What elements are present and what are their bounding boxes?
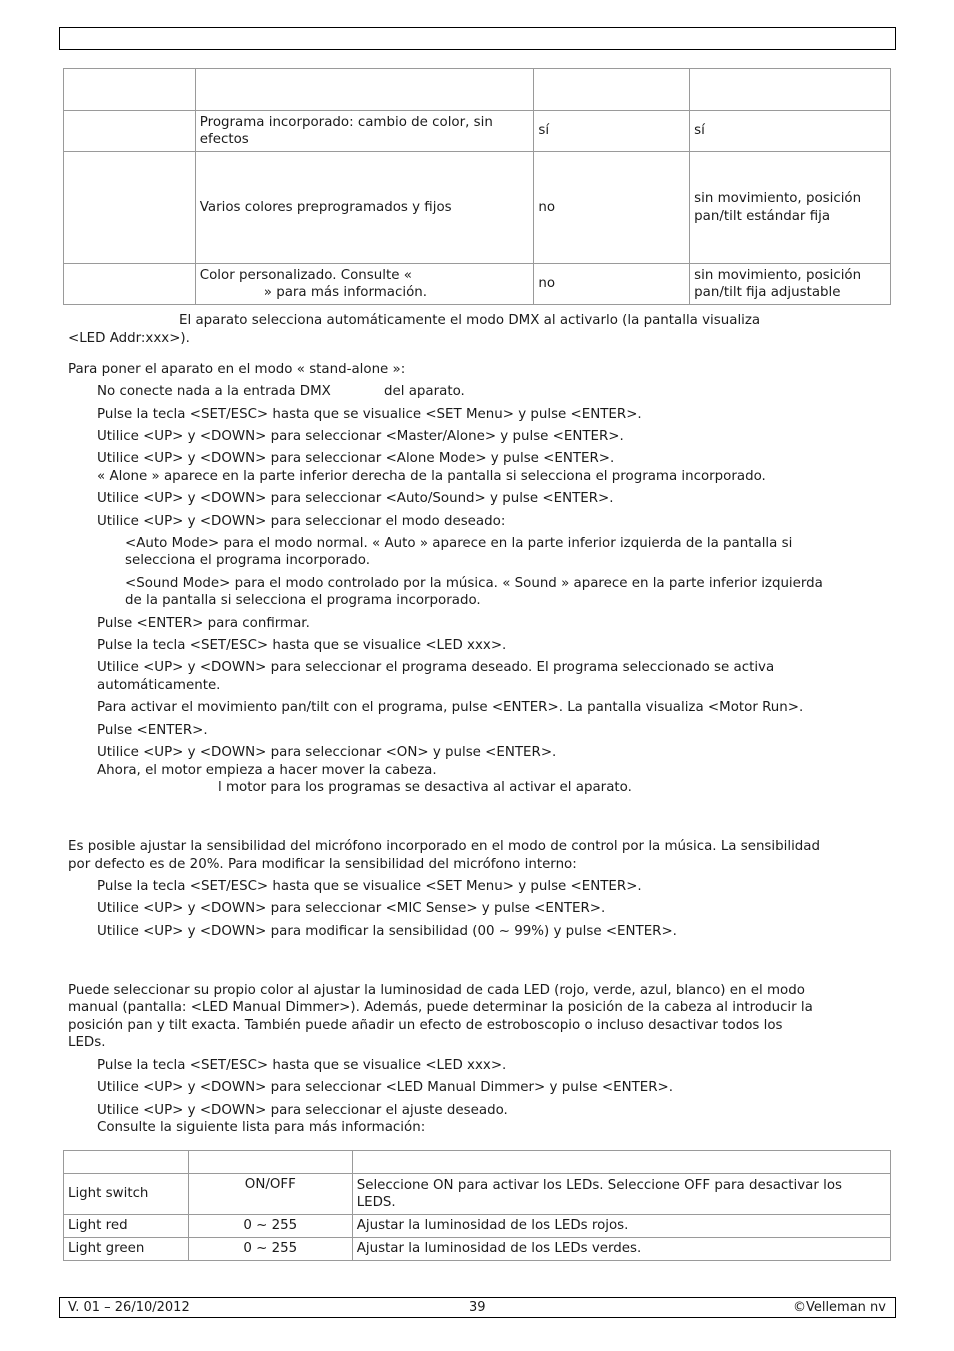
step-text: Consulte la siguiente lista para más información: [97,1120,426,1135]
table-cell [352,1151,890,1174]
mode-table [63,68,891,305]
step-text: automáticamente. [97,678,221,693]
page-header-box [59,27,896,50]
cell-line: sin movimiento, posición [694,267,862,283]
page-number: 39 [469,1300,486,1315]
color-paragraph: posición pan y tilt exacta. También puede añadir un efecto de estroboscopio o incluso desactivar todos los [68,1018,783,1033]
table-row [64,264,891,305]
step-text: Pulse <ENTER> para confirmar. [97,616,310,631]
table-row [64,1238,891,1261]
step-text: Utilice <UP> y <DOWN> para seleccionar <Auto/Sound> y pulse <ENTER>. [97,491,614,506]
table-cell: Ajustar la luminosidad de los LEDs rojos. [352,1215,890,1238]
cell-line: efectos [199,132,249,147]
dmx-note-cont: <LED Addr:xxx>). [68,331,190,346]
table-cell: sí [534,111,690,152]
substep-text: <Sound Mode> para el modo controlado por la música. « Sound » aparece en la parte inferior izquierda [125,576,823,591]
step-text: Utilice <UP> y <DOWN> para seleccionar <Alone Mode> y pulse <ENTER>. [97,451,615,466]
page-footer [59,1297,896,1318]
table-cell [64,111,196,152]
step-text: Pulse la tecla <SET/ESC> hasta que se visualice <LED xxx>. [97,1058,507,1073]
cell-line: Seleccione ON para activar los LEDs. Seleccione OFF para desactivar los [356,1177,843,1193]
table-cell: Light red [64,1215,189,1238]
cell-line: sin movimiento, posición [694,191,862,206]
table-row [64,1215,891,1238]
cell-line: » para más información. [263,285,428,300]
table-row [64,111,891,152]
table-cell: no [534,264,690,305]
color-paragraph: LEDs. [68,1035,106,1050]
step-text: Pulse la tecla <SET/ESC> hasta que se visualice <SET Menu> y pulse <ENTER>. [97,407,642,422]
cell-line: pan/tilt estándar fija [694,208,831,224]
table-cell [195,69,534,111]
table-cell: 0 ~ 255 [188,1238,352,1261]
step-text: Utilice <UP> y <DOWN> para seleccionar el ajuste deseado. [97,1103,508,1118]
footer-copyright: ©Velleman nv [792,1300,886,1315]
table-row [64,69,891,111]
substep-text: <Auto Mode> para el modo normal. « Auto » aparece en la parte inferior izquierda de la pantalla si [125,536,793,551]
table-cell: Varios colores preprogramados y fijos [195,152,534,264]
cell-line: Color personalizado. Consulte « [199,267,412,283]
substep-text: de la pantalla si selecciona el programa incorporado. [125,593,481,608]
table-cell: sí [690,111,891,152]
table-cell: Ajustar la luminosidad de los LEDs verdes. [352,1238,890,1261]
table-cell [352,1174,890,1215]
step-text: Utilice <UP> y <DOWN> para seleccionar el modo deseado: [97,514,506,529]
cell-line: pan/tilt fija adjustable [694,285,841,300]
table-row [64,152,891,264]
step-text: Utilice <UP> y <DOWN> para seleccionar <MIC Sense> y pulse <ENTER>. [97,901,606,916]
standalone-intro: Para poner el aparato en el modo « stand-alone »: [68,362,406,377]
table-cell [534,69,690,111]
step-note: l motor para los programas se desactiva al activar el aparato. [218,780,632,795]
step-text: Utilice <UP> y <DOWN> para seleccionar el programa deseado. El programa seleccionado se activa [97,660,775,675]
step-text: Pulse <ENTER>. [97,723,208,738]
mic-paragraph: Es posible ajustar la sensibilidad del micrófono incorporado en el modo de control por la música. La sensibilidad [68,839,821,854]
table-cell [690,152,891,264]
table-cell [188,1151,352,1174]
table-cell [195,264,534,305]
step-text: Para activar el movimiento pan/tilt con el programa, pulse <ENTER>. La pantalla visualiza <Motor Run>. [97,700,804,715]
table-cell: Light green [64,1238,189,1261]
table-cell [195,111,534,152]
cell-line: LEDS. [356,1195,396,1210]
step-text: Utilice <UP> y <DOWN> para seleccionar <ON> y pulse <ENTER>. [97,745,557,760]
step-text: « Alone » aparece en la parte inferior derecha de la pantalla si selecciona el programa incorporado. [97,469,766,484]
table-cell [64,264,196,305]
table-cell [64,1151,189,1174]
table-cell: 0 ~ 255 [188,1215,352,1238]
dmx-note: El aparato selecciona automáticamente el modo DMX al activarlo (la pantalla visualiza [179,313,761,328]
table-row [64,1151,891,1174]
table-row [64,1174,891,1215]
substep-text: selecciona el programa incorporado. [125,553,370,568]
cell-line: Programa incorporado: cambio de color, sin [199,114,493,130]
settings-table [63,1150,891,1261]
step-text: Utilice <UP> y <DOWN> para seleccionar <LED Manual Dimmer> y pulse <ENTER>. [97,1080,674,1095]
step-text: del aparato. [384,384,465,399]
step-text: No conecte nada a la entrada DMX [97,384,331,399]
step-text: Utilice <UP> y <DOWN> para modificar la sensibilidad (00 ~ 99%) y pulse <ENTER>. [97,924,677,939]
table-cell [64,152,196,264]
table-cell: no [534,152,690,264]
footer-version: V. 01 – 26/10/2012 [68,1300,190,1315]
mic-paragraph: por defecto es de 20%. Para modificar la sensibilidad del micrófono interno: [68,857,577,872]
step-text: Utilice <UP> y <DOWN> para seleccionar <Master/Alone> y pulse <ENTER>. [97,429,624,444]
step-text: Pulse la tecla <SET/ESC> hasta que se visualice <SET Menu> y pulse <ENTER>. [97,879,642,894]
step-text: Pulse la tecla <SET/ESC> hasta que se visualice <LED xxx>. [97,638,507,653]
table-cell [690,264,891,305]
table-cell [64,69,196,111]
color-paragraph: manual (pantalla: <LED Manual Dimmer>). Además, puede determinar la posición de la cabeza al introducir la [68,1000,813,1015]
table-cell: ON/OFF [188,1174,352,1215]
color-paragraph: Puede seleccionar su propio color al ajustar la luminosidad de cada LED (rojo, verde, azul, blanco) en el modo [68,983,805,998]
table-cell: Light switch [64,1174,189,1215]
table-cell [690,69,891,111]
step-text: Ahora, el motor empieza a hacer mover la cabeza. [97,763,437,778]
